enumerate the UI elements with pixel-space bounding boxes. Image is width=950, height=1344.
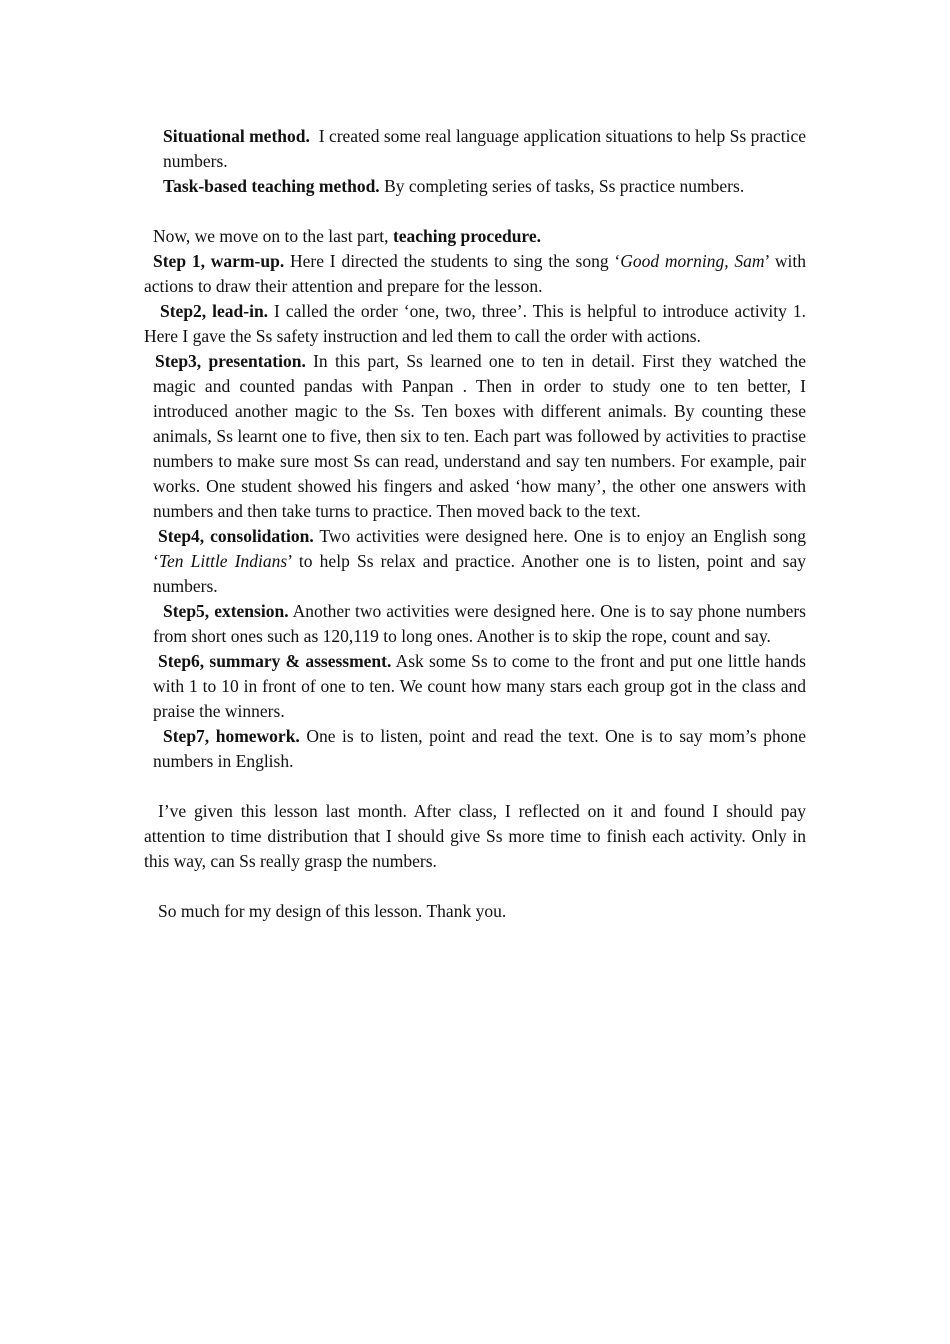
method-situational xyxy=(144,124,806,174)
step-1-warm-up xyxy=(144,249,806,299)
reflection-paragraph: I’ve given this lesson last month. After class, I reflected on it and found I should pay attention to time distribution that I should give Ss more time to finish each activity. Only in this way, can Ss really grasp the numbers. xyxy=(144,801,806,871)
spacer xyxy=(144,774,806,799)
step-4-label: Step4, consolidation. xyxy=(158,526,314,546)
step-4-text-after: ’ to help Ss relax and practice. Another one is to listen, point and say numbers. xyxy=(153,551,806,596)
step-5-label: Step5, extension. xyxy=(163,601,289,621)
step-4-song: Ten Little Indians xyxy=(158,551,288,571)
step-1-text-after: ’ with actions to draw their attention and prepare for the lesson. xyxy=(144,251,806,296)
procedure-intro xyxy=(144,224,806,249)
step-7-homework xyxy=(153,724,806,774)
step-6-text: Ask some Ss to come to the front and put one little hands with 1 to 10 in front of one to ten. We count how many stars each group got in the class and praise the winners. xyxy=(153,651,806,721)
procedure-intro-text: Now, we move on to the last part, xyxy=(153,226,393,246)
step-2-text: I called the order ‘one, two, three’. This is helpful to introduce activity 1. Here I gave the Ss safety instruction and led them to call the order with actions. xyxy=(144,301,806,346)
step-2-label: Step2, lead-in. xyxy=(160,301,269,321)
step-2-lead-in xyxy=(144,299,806,349)
method-situational-text: I created some real language application situations to help Ss practice numbers. xyxy=(163,126,806,171)
step-1-label: Step 1, warm-up. xyxy=(153,251,285,271)
method-situational-label: Situational method. xyxy=(163,126,310,146)
procedure-intro-bold: teaching procedure. xyxy=(392,226,542,246)
spacer xyxy=(144,199,806,224)
step-7-label: Step7, homework. xyxy=(163,726,300,746)
document-page xyxy=(144,124,806,924)
step-5-text: Another two activities were designed here. One is to say phone numbers from short ones such as 120,119 to long ones. Another is to skip the rope, count and say. xyxy=(153,601,806,646)
step-7-text: One is to listen, point and read the text. One is to say mom’s phone numbers in English. xyxy=(153,726,806,771)
step-3-text: In this part, Ss learned one to ten in detail. First they watched the magic and counted pandas with Panpan . Then in order to study one to ten better, I introduced another magic to the Ss. Ten boxes with different animals. By counting these animals, Ss learnt one to five, then six to ten. Each part was followed by activities to practise numbers to make sure most Ss can read, understand and say ten numbers. For example, pair works. One student showed his fingers and asked ‘how many’, the other one answers with numbers and then take turns to practice. Then moved back to the text. xyxy=(153,351,806,521)
step-6-summary xyxy=(153,649,806,724)
step-1-song: Good morning, Sam xyxy=(620,251,765,271)
step-3-label: Step3, presentation. xyxy=(155,351,306,371)
step-6-label: Step6, summary & assessment. xyxy=(158,651,392,671)
step-5-extension xyxy=(153,599,806,649)
step-1-text-before: Here I directed the students to sing the song ‘ xyxy=(284,251,621,271)
spacer xyxy=(144,874,806,899)
method-task-based xyxy=(144,174,806,199)
step-3-presentation xyxy=(153,349,806,524)
method-task-based-label: Task-based teaching method. xyxy=(163,176,380,196)
step-4-text-before: Two activities were designed here. One is to enjoy an English song ‘ xyxy=(153,526,807,571)
method-task-based-text: By completing series of tasks, Ss practice numbers. xyxy=(379,176,745,196)
step-4-consolidation xyxy=(153,524,806,599)
closing-paragraph: So much for my design of this lesson. Thank you. xyxy=(158,901,507,921)
